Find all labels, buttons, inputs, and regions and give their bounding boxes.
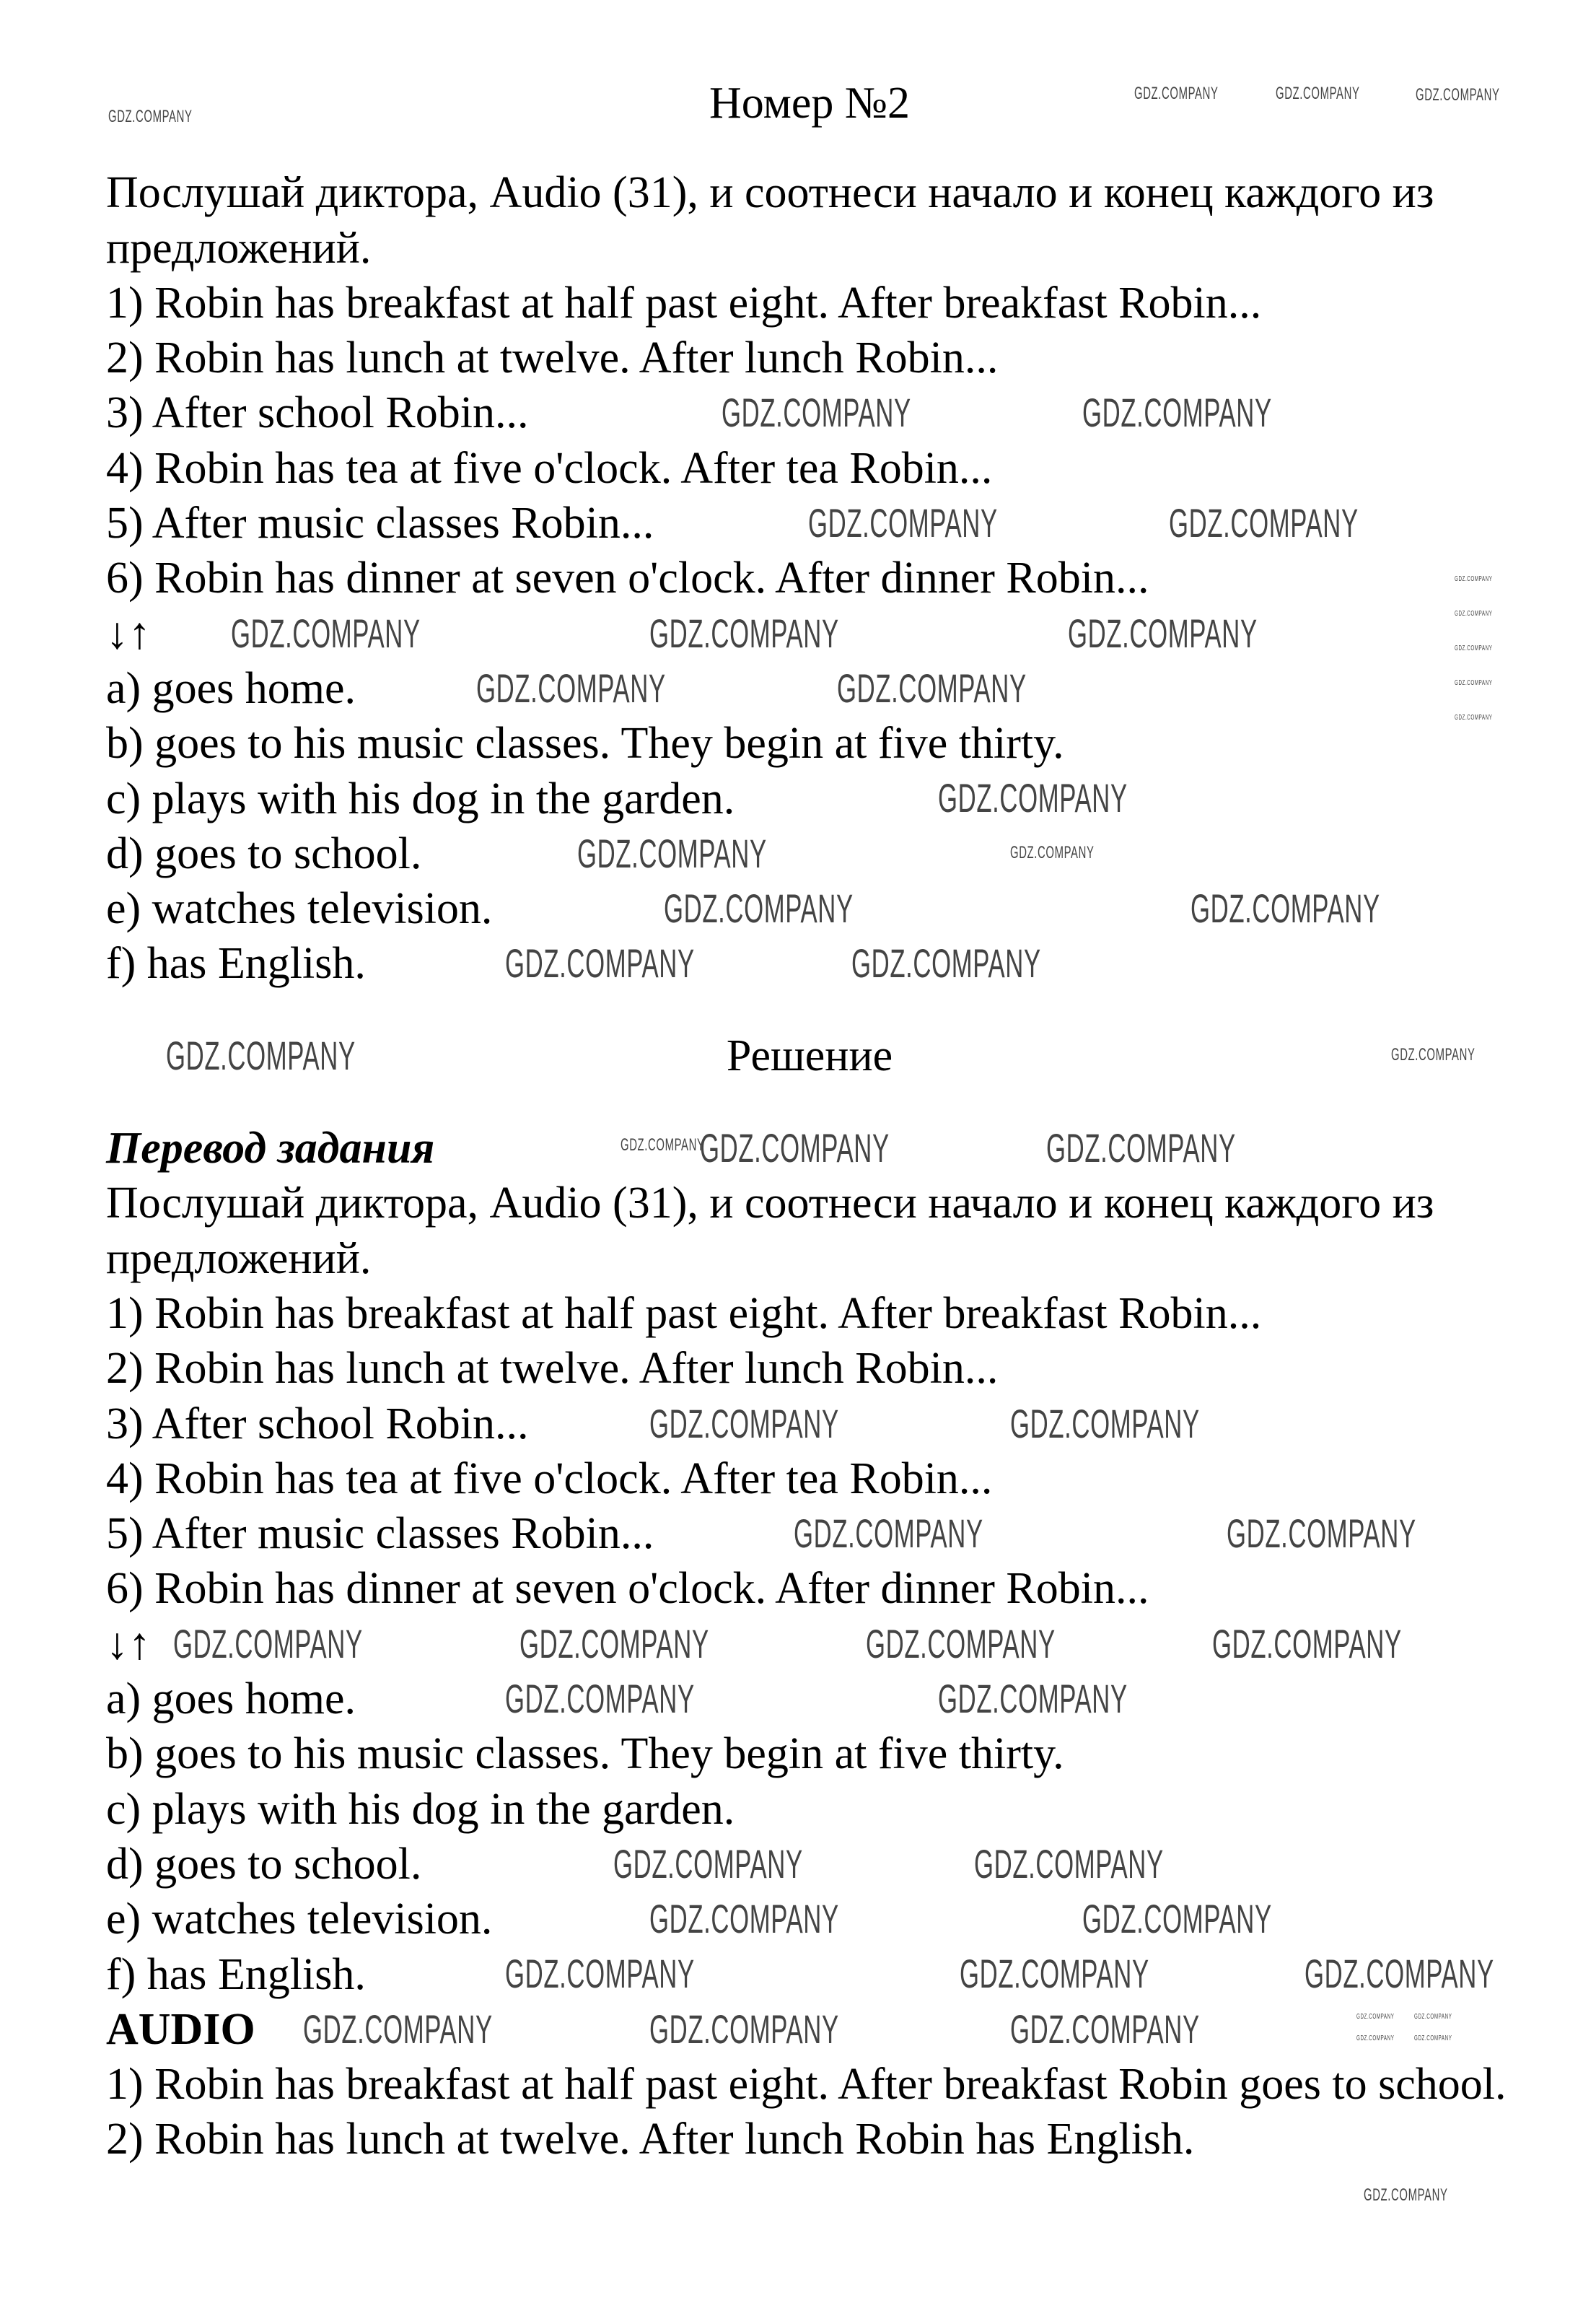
watermark: GDZ.COMPANY bbox=[837, 665, 1027, 711]
solution-sentence-4: 4) Robin has tea at five o'clock. After tea Robin... bbox=[106, 1454, 993, 1503]
watermark: GDZ.COMPANY bbox=[938, 1676, 1128, 1721]
ending-d: d) goes to school. bbox=[106, 829, 422, 878]
watermark: GDZ.COMPANY bbox=[700, 1125, 890, 1171]
solution-sentence-3: 3) After school Robin... bbox=[106, 1399, 529, 1448]
watermark: GDZ.COMPANY bbox=[505, 1951, 695, 1996]
watermark: GDZ.COMPANY bbox=[231, 611, 421, 656]
solution-ending-b: b) goes to his music classes. They begin at five thirty. bbox=[106, 1729, 1064, 1779]
watermark: GDZ.COMPANY bbox=[303, 2006, 493, 2052]
watermark: GDZ.COMPANY bbox=[794, 1511, 983, 1556]
watermark: GDZ.COMPANY bbox=[974, 1841, 1164, 1887]
watermark: GDZ.COMPANY bbox=[1455, 714, 1493, 722]
translation-heading: Перевод задания bbox=[106, 1124, 435, 1173]
solution-instruction: Послушай диктора, Audio (31), и соотнеси начало и конец каждого из предложений. bbox=[106, 1179, 1434, 1283]
solution-sentence-2: 2) Robin has lunch at twelve. After lunch Robin... bbox=[106, 1344, 999, 1394]
ending-c: c) plays with his dog in the garden. bbox=[106, 774, 735, 823]
watermark: GDZ.COMPANY bbox=[1455, 575, 1493, 583]
watermark: GDZ.COMPANY bbox=[166, 1033, 356, 1078]
watermark: GDZ.COMPANY bbox=[1414, 2013, 1452, 2021]
watermark: GDZ.COMPANY bbox=[1068, 611, 1258, 656]
solution-ending-c: c) plays with his dog in the garden. bbox=[106, 1784, 735, 1834]
ending-b: b) goes to his music classes. They begin at five thirty. bbox=[106, 719, 1064, 769]
watermark: GDZ.COMPANY bbox=[1169, 500, 1359, 546]
watermark: GDZ.COMPANY bbox=[649, 1401, 839, 1446]
audio-heading: AUDIO bbox=[106, 2004, 255, 2054]
solution-ending-f: f) has English. bbox=[106, 1949, 366, 1999]
arrows: ↓↑ bbox=[106, 608, 151, 658]
watermark: GDZ.COMPANY bbox=[505, 1676, 695, 1721]
watermark: GDZ.COMPANY bbox=[1082, 390, 1272, 435]
watermark: GDZ.COMPANY bbox=[613, 1841, 803, 1887]
solution-ending-d: d) goes to school. bbox=[106, 1839, 422, 1889]
watermark: GDZ.COMPANY bbox=[960, 1951, 1149, 1996]
watermark: GDZ.COMPANY bbox=[1010, 1401, 1200, 1446]
watermark: GDZ.COMPANY bbox=[577, 831, 767, 876]
watermark: GDZ.COMPANY bbox=[808, 500, 998, 546]
watermark: GDZ.COMPANY bbox=[1276, 84, 1360, 103]
solution-ending-a: a) goes home. bbox=[106, 1674, 356, 1724]
watermark: GDZ.COMPANY bbox=[1212, 1621, 1402, 1666]
sentence-2: 2) Robin has lunch at twelve. After lunch Robin... bbox=[106, 333, 999, 383]
watermark: GDZ.COMPANY bbox=[649, 1896, 839, 1941]
watermark: GDZ.COMPANY bbox=[722, 390, 911, 435]
sentence-6: 6) Robin has dinner at seven o'clock. After dinner Robin... bbox=[106, 554, 1149, 603]
watermark: GDZ.COMPANY bbox=[519, 1621, 709, 1666]
watermark: GDZ.COMPANY bbox=[1305, 1951, 1494, 1996]
watermark: GDZ.COMPANY bbox=[1134, 84, 1219, 103]
watermark: GDZ.COMPANY bbox=[664, 886, 854, 931]
watermark: GDZ.COMPANY bbox=[1356, 2034, 1395, 2042]
watermark: GDZ.COMPANY bbox=[1046, 1125, 1236, 1171]
sentence-4: 4) Robin has tea at five o'clock. After tea Robin... bbox=[106, 443, 993, 493]
watermark: GDZ.COMPANY bbox=[1455, 644, 1493, 652]
watermark: GDZ.COMPANY bbox=[1191, 886, 1380, 931]
solution-sentence-5: 5) After music classes Robin... bbox=[106, 1509, 654, 1559]
solution-sentence-6: 6) Robin has dinner at seven o'clock. After dinner Robin... bbox=[106, 1564, 1149, 1614]
watermark: GDZ.COMPANY bbox=[851, 940, 1041, 986]
watermark: GDZ.COMPANY bbox=[649, 611, 839, 656]
watermark: GDZ.COMPANY bbox=[1010, 2006, 1200, 2052]
watermark: GDZ.COMPANY bbox=[1455, 610, 1493, 618]
sentence-5: 5) After music classes Robin... bbox=[106, 499, 654, 548]
sentence-3: 3) After school Robin... bbox=[106, 388, 529, 438]
watermark: GDZ.COMPANY bbox=[866, 1621, 1056, 1666]
ending-e: e) watches television. bbox=[106, 884, 493, 934]
solution-arrows: ↓↑ bbox=[106, 1619, 151, 1669]
watermark: GDZ.COMPANY bbox=[173, 1621, 363, 1666]
task-title: Номер №2 bbox=[709, 79, 910, 128]
sentence-1: 1) Robin has breakfast at half past eight. After breakfast Robin... bbox=[106, 278, 1262, 328]
watermark: GDZ.COMPANY bbox=[1416, 85, 1500, 105]
watermark: GDZ.COMPANY bbox=[505, 940, 695, 986]
task-instruction: Послушай диктора, Audio (31), и соотнеси начало и конец каждого из предложений. bbox=[106, 168, 1434, 273]
watermark: GDZ.COMPANY bbox=[108, 107, 193, 126]
watermark: GDZ.COMPANY bbox=[1010, 843, 1095, 862]
watermark: GDZ.COMPANY bbox=[1455, 679, 1493, 687]
watermark: GDZ.COMPANY bbox=[1227, 1511, 1416, 1556]
watermark: GDZ.COMPANY bbox=[1082, 1896, 1272, 1941]
ending-a: a) goes home. bbox=[106, 663, 356, 713]
watermark: GDZ.COMPANY bbox=[1391, 1045, 1476, 1065]
solution-sentence-1: 1) Robin has breakfast at half past eight. After breakfast Robin... bbox=[106, 1288, 1262, 1338]
watermark: GDZ.COMPANY bbox=[1364, 2185, 1448, 2205]
watermark: GDZ.COMPANY bbox=[476, 665, 666, 711]
solution-ending-e: e) watches television. bbox=[106, 1894, 493, 1944]
solution-title: Решение bbox=[726, 1031, 893, 1080]
audio-line-1: 1) Robin has breakfast at half past eight. After breakfast Robin goes to school. bbox=[106, 2060, 1507, 2110]
watermark: GDZ.COMPANY bbox=[621, 1135, 705, 1155]
watermark: GDZ.COMPANY bbox=[649, 2006, 839, 2052]
ending-f: f) has English. bbox=[106, 939, 366, 989]
watermark: GDZ.COMPANY bbox=[938, 775, 1128, 821]
watermark: GDZ.COMPANY bbox=[1356, 2013, 1395, 2021]
audio-line-2: 2) Robin has lunch at twelve. After lunch Robin has English. bbox=[106, 2115, 1195, 2164]
watermark: GDZ.COMPANY bbox=[1414, 2034, 1452, 2042]
